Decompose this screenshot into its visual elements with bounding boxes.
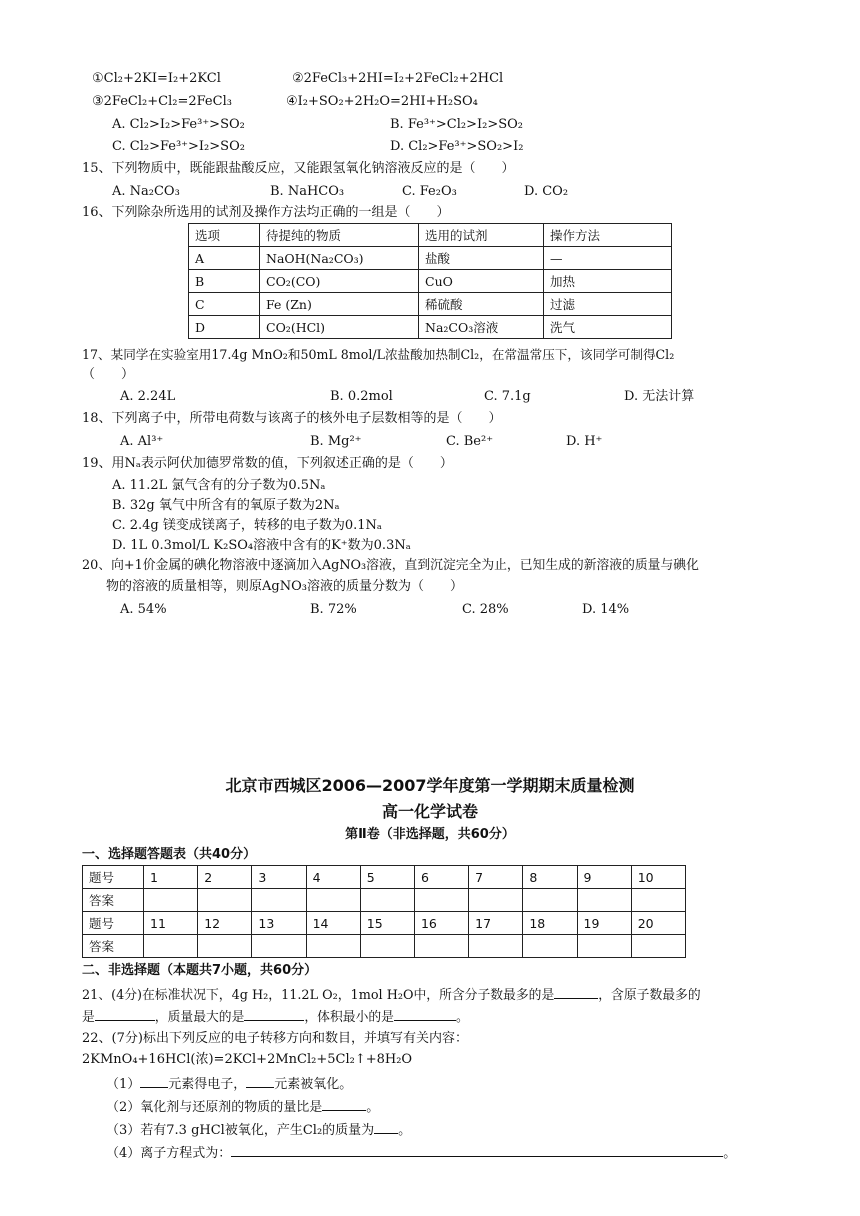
q20-option-c: C. 28% <box>462 602 509 617</box>
q16-cell: 洗气 <box>544 316 672 339</box>
answer-cell[interactable] <box>523 935 577 958</box>
question-number-cell: 17 <box>469 912 523 935</box>
q22-blank-2[interactable] <box>246 1074 274 1088</box>
q16-table <box>188 223 672 339</box>
question-number-cell: 20 <box>631 912 685 935</box>
q14-eq4: ④I₂+SO₂+2H₂O=2HI+H₂SO₄ <box>286 94 478 109</box>
label-question-no: 题号 <box>83 866 144 889</box>
q22-text: 。 <box>366 1100 380 1115</box>
answer-cell[interactable] <box>414 935 468 958</box>
q16-header-method: 操作方法 <box>544 224 672 247</box>
answer-cell[interactable] <box>360 935 414 958</box>
q21-blank-2[interactable] <box>95 1007 155 1021</box>
q17-option-a: A. 2.24L <box>120 389 176 404</box>
q16-cell: Fe (Zn) <box>260 293 419 316</box>
q20-stem-cont: 物的溶液的质量相等，则原AgNO₃溶液的质量分数为（ ） <box>106 579 463 594</box>
part-title: 第Ⅱ卷（非选择题，共60分） <box>345 827 515 842</box>
q16-header-option: 选项 <box>189 224 260 247</box>
q21-text: 是 <box>82 1010 95 1025</box>
q21-text: ，体积最小的是 <box>304 1010 394 1025</box>
answer-cell[interactable] <box>360 889 414 912</box>
table-row <box>83 866 686 889</box>
answer-cell[interactable] <box>252 935 306 958</box>
q21-text: ，质量最大的是 <box>154 1010 245 1025</box>
q22-sub4 <box>106 1143 736 1163</box>
q16-cell: B <box>189 270 260 293</box>
q16-cell: — <box>544 247 672 270</box>
q17-option-b: B. 0.2mol <box>330 389 393 404</box>
q21-blank-4[interactable] <box>394 1007 456 1021</box>
answer-cell[interactable] <box>469 935 523 958</box>
q14-eq1: ①Cl₂+2KI=I₂+2KCl <box>92 71 221 86</box>
q15-option-c: C. Fe₂O₃ <box>402 184 457 199</box>
q22-sub1 <box>106 1074 352 1094</box>
q22-text: 。 <box>723 1146 737 1161</box>
page-subtitle: 高一化学试卷 <box>381 802 478 821</box>
q21-text: 21、(4分)在标准状况下，4g H₂，11.2L O₂，1mol H₂O中，所含分子数最多的是 <box>82 988 555 1003</box>
question-number-cell: 8 <box>523 866 577 889</box>
question-number-cell: 3 <box>252 866 306 889</box>
q16-cell: D <box>189 316 260 339</box>
question-number-cell: 1 <box>144 866 198 889</box>
question-number-cell: 7 <box>469 866 523 889</box>
q19-stem: 19、用Nₐ表示阿伏加德罗常数的值，下列叙述正确的是（ ） <box>82 456 453 471</box>
q22-sub2 <box>106 1097 379 1117</box>
answer-cell[interactable] <box>523 889 577 912</box>
q21-text: 。 <box>455 1010 469 1025</box>
q14-option-d: D. Cl₂>Fe³⁺>SO₂>I₂ <box>390 139 524 154</box>
question-number-cell: 16 <box>414 912 468 935</box>
q14-option-c: C. Cl₂>Fe³⁺>I₂>SO₂ <box>112 139 245 154</box>
question-number-cell: 2 <box>198 866 252 889</box>
q22-sub3 <box>106 1120 411 1140</box>
q15-option-d: D. CO₂ <box>524 184 569 199</box>
question-number-cell: 19 <box>577 912 631 935</box>
q17-stem: 17、某同学在实验室用17.4g MnO₂和50mL 8mol/L浓盐酸加热制Cl₂，在常温常压下，该同学可制得Cl₂ <box>82 347 675 362</box>
table-row <box>189 247 672 270</box>
answer-cell[interactable] <box>198 935 252 958</box>
q22-text: 。 <box>398 1123 412 1138</box>
q18-stem: 18、下列离子中，所带电荷数与该离子的核外电子层数相等的是（ ） <box>82 411 502 426</box>
section-1-title: 一、选择题答题表（共40分） <box>82 847 257 862</box>
table-row <box>189 293 672 316</box>
q22-text: （2）氧化剂与还原剂的物质的量比是 <box>106 1100 323 1115</box>
q18-option-c: C. Be²⁺ <box>446 434 494 449</box>
question-number-cell: 4 <box>306 866 360 889</box>
q14-option-b: B. Fe³⁺>Cl₂>I₂>SO₂ <box>390 117 524 132</box>
q19-option-c: C. 2.4g 镁变成镁离子，转移的电子数为0.1Nₐ <box>112 518 382 533</box>
q17-option-d: D. 无法计算 <box>624 389 695 404</box>
answer-cell[interactable] <box>252 889 306 912</box>
answer-cell[interactable] <box>306 935 360 958</box>
answer-cell[interactable] <box>469 889 523 912</box>
q20-stem: 20、向+1价金属的碘化物溶液中逐滴加入AgNO₃溶液，直到沉淀完全为止，已知生成的新溶液的质量与碘化 <box>82 558 699 573</box>
q22-text: （1） <box>106 1077 141 1092</box>
q21-text: ，含原子数最多的 <box>598 988 701 1003</box>
question-number-cell: 10 <box>631 866 685 889</box>
q20-option-b: B. 72% <box>310 602 357 617</box>
q22-equation: 2KMnO₄+16HCl(浓)=2KCl+2MnCl₂+5Cl₂↑+8H₂O <box>82 1052 413 1067</box>
answer-cell[interactable] <box>144 935 198 958</box>
answer-cell[interactable] <box>577 935 631 958</box>
section-2-title: 二、非选择题（本题共7小题，共60分） <box>82 963 318 978</box>
q16-cell: CO₂(HCl) <box>260 316 419 339</box>
answer-cell[interactable] <box>414 889 468 912</box>
q16-cell: 盐酸 <box>419 247 544 270</box>
question-number-cell: 15 <box>360 912 414 935</box>
q16-cell: 过滤 <box>544 293 672 316</box>
question-number-cell: 12 <box>198 912 252 935</box>
label-question-no: 题号 <box>83 912 144 935</box>
answer-cell[interactable] <box>306 889 360 912</box>
q15-option-b: B. NaHCO₃ <box>270 184 345 199</box>
table-row <box>189 270 672 293</box>
q21-blank-1[interactable] <box>554 985 598 999</box>
question-number-cell: 14 <box>306 912 360 935</box>
label-answer: 答案 <box>83 935 144 958</box>
q22-stem: 22、(7分)标出下列反应的电子转移方向和数目，并填写有关内容： <box>82 1031 468 1046</box>
q15-stem: 15、下列物质中，既能跟盐酸反应，又能跟氢氧化钠溶液反应的是（ ） <box>82 161 515 176</box>
q16-header-reagent: 选用的试剂 <box>419 224 544 247</box>
table-row <box>189 316 672 339</box>
q14-eq2: ②2FeCl₃+2HI=I₂+2FeCl₂+2HCl <box>292 71 504 86</box>
q21-line1 <box>82 985 701 1005</box>
q19-option-d: D. 1L 0.3mol/L K₂SO₄溶液中含有的K⁺数为0.3Nₐ <box>112 538 411 553</box>
q19-option-b: B. 32g 氧气中所含有的氧原子数为2Nₐ <box>112 498 340 513</box>
q14-eq3: ③2FeCl₂+Cl₂=2FeCl₃ <box>92 94 232 109</box>
q21-line2 <box>82 1007 469 1027</box>
q16-cell: CuO <box>419 270 544 293</box>
q16-stem: 16、下列除杂所选用的试剂及操作方法均正确的一组是（ ） <box>82 205 450 220</box>
q16-cell: A <box>189 247 260 270</box>
answer-cell[interactable] <box>631 889 685 912</box>
answer-cell[interactable] <box>631 935 685 958</box>
q18-option-d: D. H⁺ <box>566 434 603 449</box>
question-number-cell: 13 <box>252 912 306 935</box>
question-number-cell: 6 <box>414 866 468 889</box>
q16-cell: 稀硫酸 <box>419 293 544 316</box>
answer-cell[interactable] <box>144 889 198 912</box>
q18-option-b: B. Mg²⁺ <box>310 434 362 449</box>
table-row <box>83 912 686 935</box>
q16-cell: C <box>189 293 260 316</box>
q16-header-substance: 待提纯的物质 <box>260 224 419 247</box>
label-answer: 答案 <box>83 889 144 912</box>
question-number-cell: 5 <box>360 866 414 889</box>
q22-blank-4[interactable] <box>374 1120 398 1134</box>
q22-blank-1[interactable] <box>140 1074 168 1088</box>
table-row <box>83 889 686 912</box>
q17-option-c: C. 7.1g <box>484 389 531 404</box>
question-number-cell: 18 <box>523 912 577 935</box>
q16-cell: Na₂CO₃溶液 <box>419 316 544 339</box>
q21-blank-3[interactable] <box>244 1007 304 1021</box>
q22-text: （3）若有7.3 gHCl被氧化，产生Cl₂的质量为 <box>106 1123 375 1138</box>
answer-cell[interactable] <box>198 889 252 912</box>
table-row <box>83 935 686 958</box>
q22-blank-5[interactable] <box>231 1143 723 1157</box>
q15-option-a: A. Na₂CO₃ <box>112 184 180 199</box>
q16-cell: NaOH(Na₂CO₃) <box>260 247 419 270</box>
question-number-cell: 11 <box>144 912 198 935</box>
q19-option-a: A. 11.2L 氯气含有的分子数为0.5Nₐ <box>112 478 326 493</box>
q22-text: （4）离子方程式为： <box>106 1146 232 1161</box>
q18-option-a: A. Al³⁺ <box>120 434 164 449</box>
q16-cell: CO₂(CO) <box>260 270 419 293</box>
q22-blank-3[interactable] <box>322 1097 366 1111</box>
question-number-cell: 9 <box>577 866 631 889</box>
q16-cell: 加热 <box>544 270 672 293</box>
q22-text: 元素被氧化。 <box>274 1077 353 1092</box>
q20-option-a: A. 54% <box>120 602 167 617</box>
q22-text: 元素得电子， <box>168 1077 247 1092</box>
answer-cell[interactable] <box>577 889 631 912</box>
q14-option-a: A. Cl₂>I₂>Fe³⁺>SO₂ <box>112 117 245 132</box>
q17-stem-cont: （ ） <box>82 367 135 382</box>
q20-option-d: D. 14% <box>582 602 630 617</box>
page-title: 北京市西城区2006—2007学年度第一学期期末质量检测 <box>225 776 635 795</box>
answer-table <box>82 865 686 958</box>
